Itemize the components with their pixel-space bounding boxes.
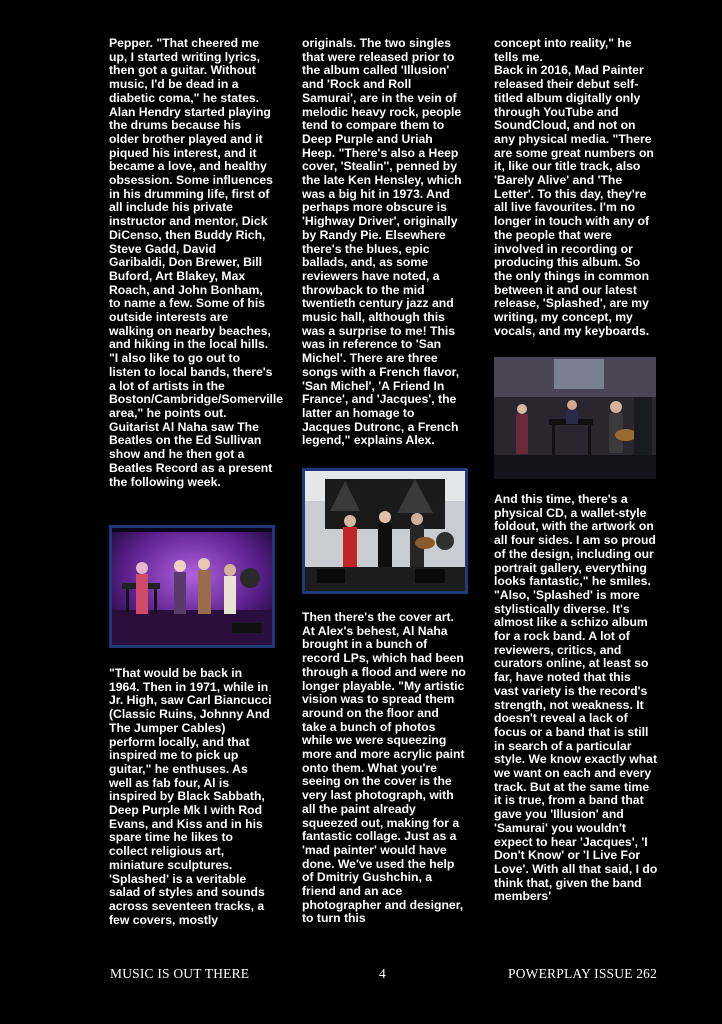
column-2-bottom-text: Then there's the cover art. At Alex's behest, Al Naha brought in a bunch of record LPs, which had been through a flood and were no longer playable. "My artistic vision was to spread them around on the floor and take a bunch of photos while we were squeezing more and more acrylic paint onto them. What you're seeing on the cover is the very last photograph, with all the paint already squeezed out, making for a fantastic collage. Just as a 'mad painter' would have done. We've used the help of Dmitriy Gushchin, a friend and an ace photographer and designer, to turn this (302, 610, 466, 926)
article-column-1-continued (109, 667, 273, 927)
band-live-photo-guitars (302, 468, 468, 594)
band-live-photo-dim-hall (494, 357, 656, 479)
footer-page-number: 4 (379, 966, 386, 981)
column-1-top-text: Pepper. "That cheered me up, I started writing lyrics, then got a guitar. Without music, I'd be dead in a diabetic coma," he states. Alan Hendry started playing the drums because his older brother played and it piqued his interest, and it became a love, and healthy obsession. Some influences in his drumming life, first of all include his private instructor and mentor, Dick DiCenso, then Buddy Rich, Steve Gadd, David Garibaldi, Don Brewer, Bill Buford, Art Blakey, Max Roach, and John Bonham, to name a few. Some of his outside interests are walking on nearby beaches, and hiking in the local hills. "I also like to go out to listen to local bands, there's a lot of artists in the Boston/Cambridge/Somerville area," he points out. Guitarist Al Naha saw The Beatles on the Ed Sullivan show and he then got a Beatles Record as a present the following week. (109, 36, 284, 489)
footer-issue: POWERPLAY ISSUE 262 (508, 966, 658, 981)
article-column-1 (109, 36, 284, 489)
article-column-3 (494, 37, 658, 338)
footer-section-title: MUSIC IS OUT THERE (110, 966, 250, 981)
column-2-top-text: originals. The two singles that were released prior to the album called 'Illusion' and 'Rock and Roll Samurai', are in the vein of melodic heavy rock, people tend to compare them to Deep Purple and Uriah Heep. "There's also a Heep cover, 'Stealin'', penned by the late Ken Hensley, which was a big hit in 1973. And perhaps more obscure is 'Highway Driver', originally by Randy Pie. Elsewhere there's the blues, epic ballads, and, as some reviewers have noted, a throwback to the mid twentieth century jazz and music hall, although this was a surprise to me! This was in reference to 'San Michel'. There are three songs with a French flavor, 'San Michel', 'A Friend In France', and 'Jacques', the latter an homage to Jacques Dutronc, a French legend," explains Alex. (302, 36, 462, 448)
column-1-bottom-text: "That would be back in 1964. Then in 1971, while in Jr. High, saw Carl Biancucci (Classic Ruins, Johnny And The Jumper Cables) perform locally, and that inspired me to pick up guitar," he enthuses. As well as fab four, Al is inspired by Black Sabbath, Deep Purple Mk I with Rod Evans, and Kiss and in his spare time he likes to collect religious art, miniature sculptures. 'Splashed' is a veritable salad of styles and sounds across seventeen tracks, a few covers, mostly (109, 666, 272, 927)
column-3-bottom-text: And this time, there's a physical CD, a wallet-style foldout, with the artwork on all four sides. I am so proud of the design, including our portrait gallery, everything looks fantastic," he smiles. "Also, 'Splashed' is more stylistically diverse. It's almost like a schizo album for a rock band. A lot of reviewers, critics, and curators online, at least so far, have noted that this vast variety is the record's strength, not weakness. It doesn't reveal a lack of focus or a band that is still in search of a particular style. We know exactly what we want on each and every track. But at the same time it is true, from a band that gave you 'Illusion' and 'Samurai' you wouldn't expect to hear 'Jacques', 'I Don't Know' or 'I Live For Love'. With all that said, I do think that, given the band members' (494, 492, 658, 904)
band-live-photo-purple-stage (109, 525, 275, 648)
article-column-3-continued (494, 493, 658, 904)
article-column-2-continued (302, 611, 466, 926)
article-column-2 (302, 37, 466, 448)
column-3-top-text: concept into reality," he tells me. Back in 2016, Mad Painter released their debut self-titled album digitally only through YouTube and SoundCloud, and not on any physical media. "There are some great numbers on it, like our title track, also 'Barely Alive' and 'The Letter'. To this day, they're all live favourites. I'm no longer in touch with any of the people that were involved in recording or producing this album. So the only things in common between it and our latest release, 'Splashed', are my writing, my concept, my vocals, and my keyboards. (494, 36, 654, 338)
